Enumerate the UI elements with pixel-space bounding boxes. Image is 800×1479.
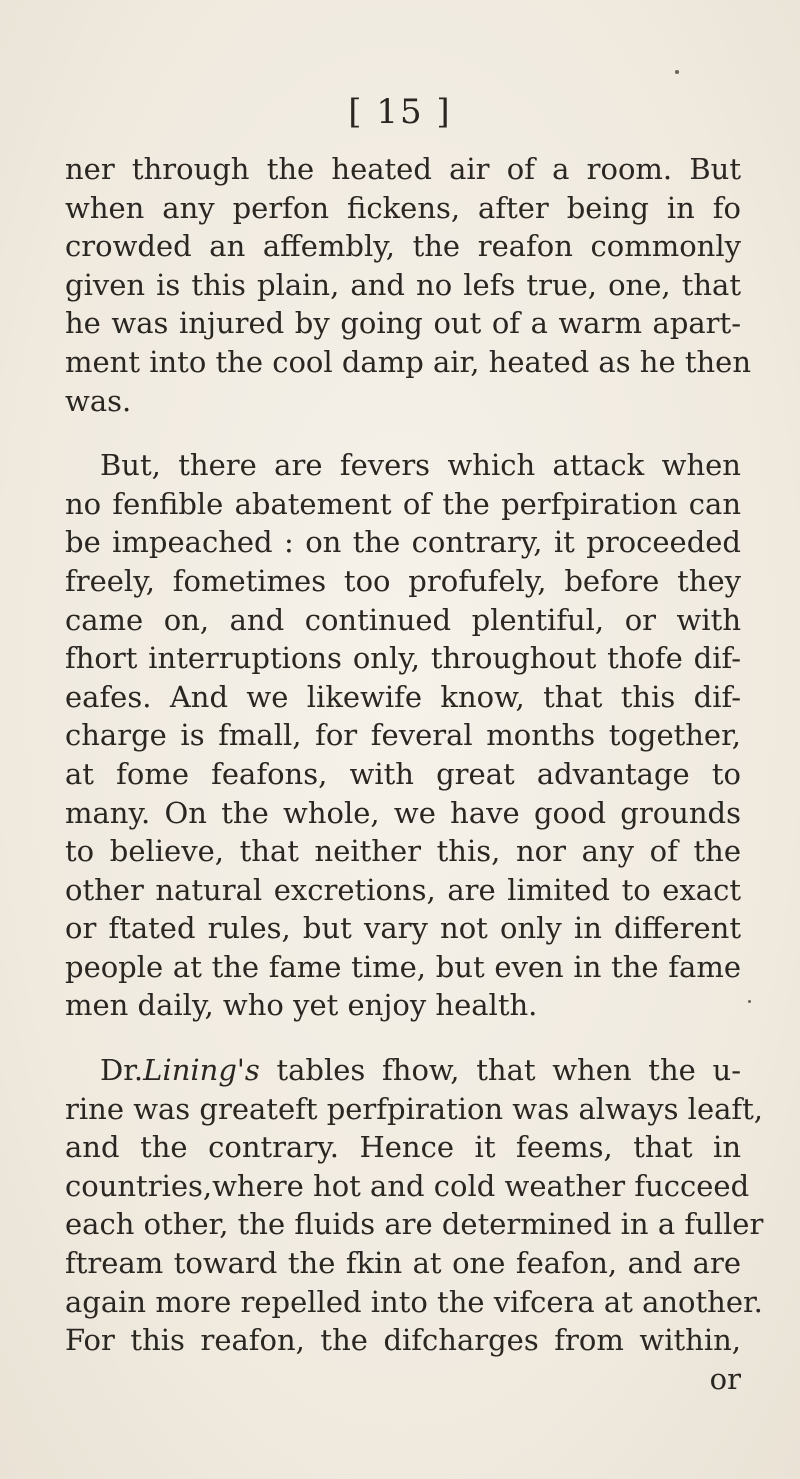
paragraph-2 [65,446,741,1025]
catchword: or [709,1361,741,1396]
text-line: people at the fame time, but even in the fame [65,949,741,984]
paragraph-3 [65,1051,764,1398]
text-line: came on, and continued plentiful, or with [65,602,741,637]
text-line: freely, fometimes too profufely, before they [65,563,741,598]
text-line: countries,where hot and cold weather fucceed [65,1168,750,1203]
text-line: when any perfon fickens, after being in fo [65,190,741,225]
text-line: again more repelled into the vifcera at another. [65,1284,763,1319]
text-line: For this reafon, the difcharges from within, [65,1323,741,1358]
text-line: crowded an affembly, the reafon commonly [65,229,741,264]
text-line: eafes. And we likewife know, that this dif- [65,679,741,714]
page-number: [ 15 ] [348,92,452,132]
text-line: ner through the heated air of a room. But [65,152,741,186]
text-line: and the contrary. Hence it feems, that in [65,1130,741,1165]
text-line: But, there are fevers which attack when [100,448,741,483]
text-line: be impeached : on the contrary, it proceeded [65,525,741,560]
text-line: other natural excretions, are limited to exact [65,872,741,907]
text-line [65,1051,741,1090]
text-line: many. On the whole, we have good grounds [65,795,741,830]
ink-speck [675,70,679,74]
author-name: Lining's [143,1053,260,1088]
text-line: no fenfible abatement of the perfpiration can [65,486,741,521]
text-line: ftream toward the fkin at one feafon, and are [65,1246,741,1281]
text-line: or ftated rules, but vary not only in different [65,911,741,946]
text-fragment: tables fhow, that when the u- [276,1053,741,1088]
text-line: fhort interruptions only, throughout thofe dif- [65,641,741,676]
body-text [65,150,764,1398]
text-line: he was injured by going out of a warm apart- [65,306,741,341]
text-line: ment into the cool damp air, heated as he then [65,344,752,379]
paragraph-1 [65,150,752,420]
text-line: was. [65,383,132,418]
text-line: charge is fmall, for feveral months together, [65,718,741,753]
text-line: each other, the fluids are determined in a fuller [65,1207,764,1242]
text-line: to believe, that neither this, nor any of the [65,834,741,869]
text-line: at fome feafons, with great advantage to [65,756,741,791]
ink-speck [748,1000,751,1003]
text-line: men daily, who yet enjoy health. [65,988,538,1023]
text-line: given is this plain, and no lefs true, one, that [65,267,741,302]
title-abbreviation: Dr. [100,1053,144,1088]
text-line: rine was greateft perfpiration was always leaft, [65,1091,764,1126]
